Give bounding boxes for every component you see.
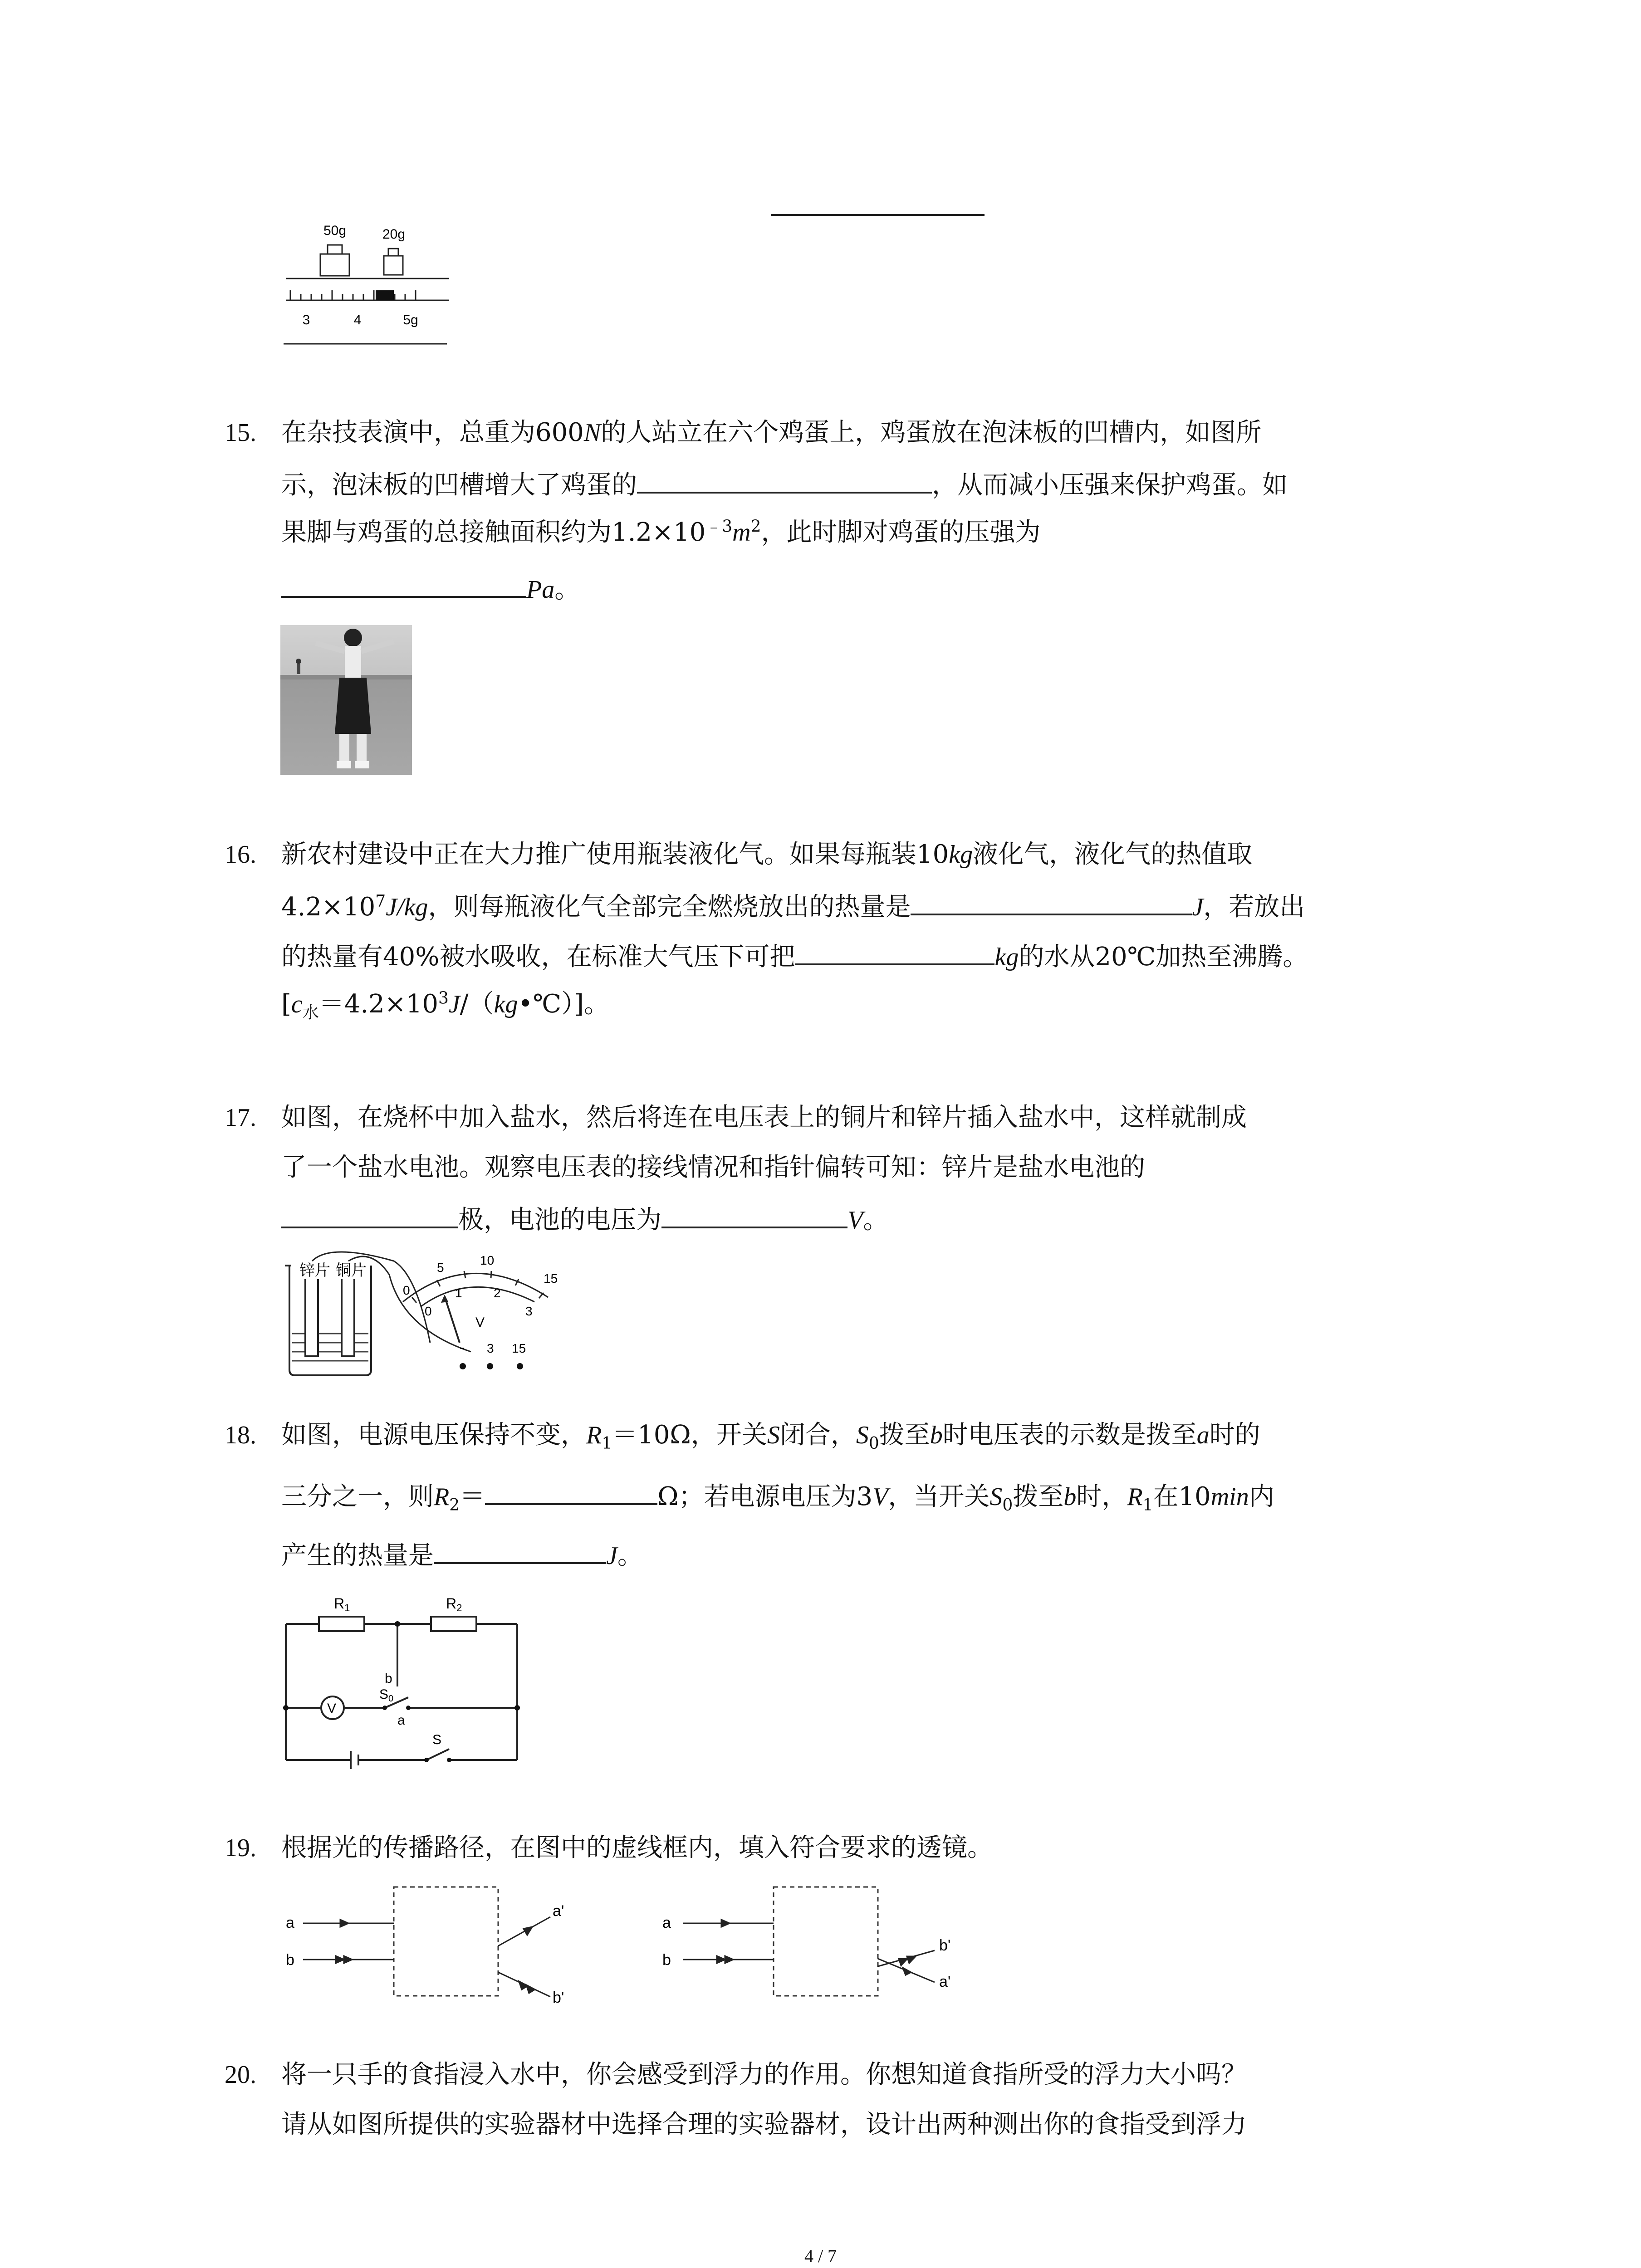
q19-text: 根据光的传播路径，在图中的虚线框内，填入符合要求的透镜。 (281, 1833, 993, 1862)
switch-s-label: S (432, 1732, 442, 1747)
q20-text: 将一只手的食指浸入水中，你会感受到浮力的作用。你想知道食指所受的浮力大小吗？ (281, 2060, 1247, 2089)
lens-dashed-box-1[interactable] (394, 1887, 498, 1996)
ray-b-out-label: b' (939, 1937, 951, 1954)
q18-text: 产生的热量是 (281, 1541, 434, 1570)
q17-line-2 (281, 1151, 1145, 1184)
q18-text: 在10 (1153, 1482, 1211, 1511)
answer-blank-q14[interactable] (771, 214, 985, 216)
weight-50g-label: 50g (323, 223, 347, 238)
answer-blank-q17-1[interactable] (281, 1201, 458, 1228)
q15-text: 。 (554, 575, 580, 604)
terminal-minus: - (460, 1339, 465, 1356)
question-number-15: 15. (225, 419, 256, 447)
ray-b-out-label: b' (553, 1989, 564, 2005)
q18-text: 拨至 (879, 1420, 930, 1450)
voltmeter-inner-3: 3 (525, 1304, 533, 1318)
unit-n: N (583, 419, 601, 447)
q16-line-2 (281, 888, 1305, 924)
q15-text: 示，泡沫板的凹槽增大了鸡蛋的 (281, 470, 637, 500)
r2-label: R2 (446, 1595, 462, 1613)
answer-blank-q17-2[interactable] (661, 1201, 847, 1228)
q16-text: /（ (460, 989, 494, 1019)
q16-text: 的热量有40%被水吸收，在标准大气压下可把 (281, 942, 795, 972)
q16-line-3 (281, 938, 1308, 973)
voltmeter-inner-0: 0 (425, 1304, 432, 1318)
scale-tick-3: 3 (302, 313, 310, 327)
acrobat-photo (280, 625, 412, 775)
symbol-s: S (767, 1421, 780, 1449)
exponent: ﹣3 (705, 517, 733, 536)
answer-blank-q15-1[interactable] (637, 466, 932, 494)
q18-line-3 (281, 1537, 643, 1572)
voltmeter-outer-0: 0 (403, 1283, 410, 1297)
answer-blank-q18-1[interactable] (485, 1478, 657, 1505)
lens-dashed-box-2[interactable] (774, 1887, 878, 1996)
balance-weights-figure (281, 222, 454, 354)
ray-b-label: b (286, 1951, 294, 1969)
symbol-s: S (856, 1421, 869, 1449)
copper-plate-label: 铜片 (336, 1262, 367, 1279)
subscript: 1 (602, 1434, 612, 1453)
q16-text: [ (281, 989, 291, 1019)
symbol-r: R (1127, 1483, 1143, 1511)
symbol-r: R (586, 1421, 602, 1449)
q15-text: ，从而减小压强来保护鸡蛋。如 (932, 470, 1288, 500)
q18-text: ＝10Ω，开关 (612, 1420, 767, 1450)
q18-text: 闭合， (779, 1420, 856, 1450)
q17-text: 。 (863, 1205, 889, 1235)
unit-j-per-kg: J/kg (386, 893, 428, 921)
ray-a-label: a (662, 1914, 671, 1931)
q17-text: 了一个盐水电池。观察电压表的接线情况和指针偏转可知：锌片是盐水电池的 (281, 1153, 1145, 1182)
lens-diagram-converging (649, 1878, 975, 2005)
question-number-19: 19. (225, 1834, 256, 1862)
contact-b-label: b (385, 1671, 392, 1686)
q16-text: 的水从20℃加热至沸腾。 (1019, 942, 1308, 972)
q16-line-1 (281, 838, 1252, 871)
q18-text: 如图，电源电压保持不变， (281, 1420, 586, 1450)
question-number-16: 16. (225, 841, 256, 869)
q16-text: 4.2×10 (281, 892, 376, 922)
q16-line-4 (281, 988, 609, 1021)
q19-line-1 (281, 1832, 993, 1864)
r1-label: R1 (334, 1595, 350, 1613)
q18-text: 内 (1249, 1482, 1274, 1511)
subscript: 0 (1002, 1496, 1013, 1515)
q18-text: 时， (1076, 1482, 1127, 1511)
subscript: 2 (449, 1496, 460, 1515)
q17-text: 如图，在烧杯中加入盐水，然后将连在电压表上的铜片和锌片插入盐水中，这样就制成 (281, 1103, 1247, 1132)
unit-kg: kg (949, 841, 973, 869)
q18-text: 时的 (1209, 1420, 1260, 1450)
voltmeter-outer-10: 10 (480, 1253, 495, 1267)
symbol-a: a (1196, 1421, 1210, 1449)
unit-kg: kg (994, 943, 1019, 971)
unit-j: J (606, 1542, 617, 1570)
q17-text: 极，电池的电压为 (458, 1205, 661, 1235)
q15-line-1 (281, 416, 1261, 449)
s0-label: $S_0$ (379, 1687, 394, 1704)
scale-tick-5g: 5g (403, 313, 418, 327)
symbol-c: c (291, 990, 303, 1018)
answer-blank-q18-2[interactable] (434, 1537, 606, 1564)
page-number: 4 / 7 (804, 2246, 837, 2266)
exponent: 7 (375, 892, 386, 911)
answer-blank-q15-2[interactable] (281, 571, 526, 598)
exponent: 2 (750, 517, 761, 536)
voltmeter-symbol: V (475, 1315, 485, 1330)
q15-text: 在杂技表演中，总重为600 (281, 418, 584, 447)
unit-v: V (872, 1483, 888, 1511)
subscript: 1 (1142, 1496, 1153, 1515)
voltmeter-outer-15: 15 (544, 1271, 558, 1286)
q16-text: ，若放出 (1203, 892, 1305, 922)
q17-line-3 (281, 1201, 888, 1237)
scale-tick-4: 4 (353, 313, 362, 327)
symbol-r: R (434, 1483, 450, 1511)
q18-line-2 (281, 1478, 1274, 1513)
question-number-20: 20. (225, 2061, 256, 2089)
voltmeter-v-label: V (327, 1701, 337, 1716)
unit-m: m (732, 518, 751, 547)
q20-text: 请从如图所提供的实验器材中选择合理的实验器材，设计出两种测出你的食指受到浮力 (281, 2110, 1247, 2139)
unit-v: V (847, 1206, 863, 1234)
q18-text: 。 (617, 1541, 643, 1570)
q15-text: 的人站立在六个鸡蛋上，鸡蛋放在泡沫板的凹槽内，如图所 (601, 418, 1262, 447)
q20-line-1 (281, 2058, 1247, 2091)
question-number-17: 17. (225, 1104, 256, 1132)
q15-line-2 (281, 466, 1288, 502)
q17-line-1 (281, 1101, 1247, 1134)
weight-20g-label: 20g (382, 227, 406, 242)
answer-blank-q16-1[interactable] (911, 888, 1192, 915)
q15-text: 果脚与鸡蛋的总接触面积约为1.2×10 (281, 518, 706, 547)
q16-text: 液化气，液化气的热值取 (973, 840, 1253, 869)
symbol-s: S (989, 1483, 1003, 1511)
circuit-diagram (280, 1588, 525, 1774)
unit-j: J (448, 990, 460, 1018)
q15-line-3 (281, 516, 1041, 549)
q16-text: •℃）]。 (518, 989, 610, 1019)
q16-text: ，则每瓶液化气全部完全燃烧放出的热量是 (428, 892, 911, 922)
zinc-plate-label: 锌片 (299, 1262, 330, 1279)
salt-water-battery-figure (280, 1247, 598, 1379)
symbol-b: b (1063, 1483, 1077, 1511)
question-number-18: 18. (225, 1421, 256, 1449)
q18-line-1 (281, 1419, 1260, 1452)
ray-b-label: b (662, 1951, 671, 1969)
q16-text: 新农村建设中正在大力推广使用瓶装液化气。如果每瓶装10 (281, 840, 949, 869)
q18-text: Ω；若电源电压为3 (657, 1482, 873, 1511)
terminal-3: 3 (487, 1341, 494, 1355)
symbol-b: b (930, 1421, 943, 1449)
answer-blank-q16-2[interactable] (795, 938, 994, 965)
q18-text: 三分之一，则 (281, 1482, 434, 1511)
voltmeter-inner-1: 1 (455, 1286, 462, 1300)
q18-text: ＝ (460, 1482, 485, 1511)
q15-text: ，此时脚对鸡蛋的压强为 (761, 518, 1041, 547)
subscript: 0 (868, 1434, 879, 1453)
q16-text: ＝4.2×10 (318, 989, 438, 1019)
exponent: 3 (438, 989, 449, 1008)
unit-pa: Pa (526, 576, 555, 604)
ray-a-out-label: a' (553, 1902, 564, 1920)
unit-min: min (1210, 1483, 1249, 1511)
subscript: 水 (302, 1003, 319, 1022)
unit-j: J (1192, 893, 1204, 921)
q18-text: 时电压表的示数是拨至 (942, 1420, 1197, 1450)
terminal-15: 15 (512, 1341, 526, 1355)
ray-a-out-label: a' (939, 1973, 951, 1990)
q18-text: 拨至 (1013, 1482, 1064, 1511)
voltmeter-outer-5: 5 (437, 1261, 444, 1275)
q20-line-2 (281, 2108, 1247, 2141)
ray-a-label: a (286, 1914, 294, 1931)
q18-text: ，当开关 (888, 1482, 990, 1511)
q15-line-4 (281, 571, 580, 606)
unit-kg: kg (494, 990, 518, 1018)
voltmeter-inner-2: 2 (494, 1286, 501, 1300)
contact-a-label: a (397, 1713, 405, 1728)
lens-diagram-diverging (280, 1878, 607, 2005)
